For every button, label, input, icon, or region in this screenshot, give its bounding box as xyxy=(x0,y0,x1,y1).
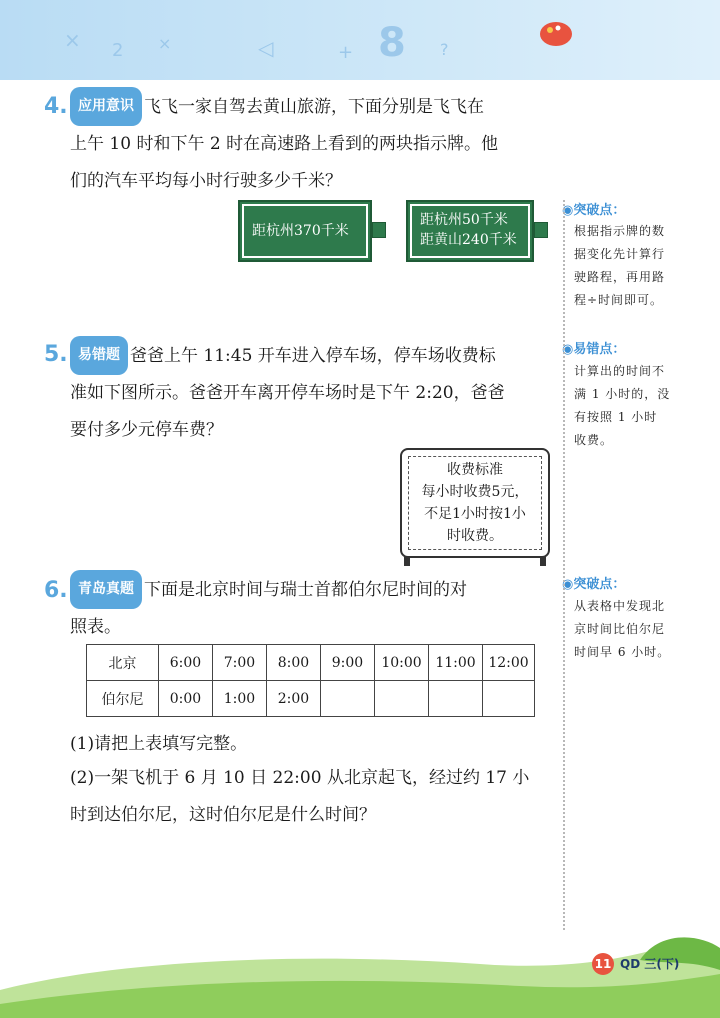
sign-text: 距杭州50千米 xyxy=(420,212,508,228)
table-cell: 2:00 xyxy=(267,681,321,717)
decor-symbol: 2 xyxy=(112,40,124,61)
sub-question-1: (1)请把上表填写完整。 xyxy=(70,734,248,754)
question-line: 要付多少元停车费？ xyxy=(70,420,223,440)
header-band xyxy=(0,0,720,80)
table-cell: 北京 xyxy=(87,645,159,681)
table-cell: 12:00 xyxy=(483,645,535,681)
decor-symbol: 8 xyxy=(378,20,406,66)
decor-symbol: × xyxy=(64,28,81,52)
decor-symbol: + xyxy=(338,42,354,63)
question-line: 准如下图所示。爸爸开车离开停车场时是下午 2:20，爸爸 xyxy=(70,383,505,403)
question-tag: 青岛真题 xyxy=(70,570,142,609)
paint-palette-icon xyxy=(536,16,576,50)
table-cell: 伯尔尼 xyxy=(87,681,159,717)
question-tag: 应用意识 xyxy=(70,87,142,126)
bullet-icon: ◉ xyxy=(562,342,574,357)
answer-cell[interactable] xyxy=(321,681,375,717)
question-number: 6. xyxy=(44,578,68,603)
time-comparison-table xyxy=(86,644,535,717)
question-5-text xyxy=(70,336,560,449)
board-leg xyxy=(540,556,546,566)
sign-text: 距杭州370千米 xyxy=(252,223,349,239)
board-line: 时收费。 xyxy=(447,528,503,544)
decor-symbol: ◁ xyxy=(258,36,274,60)
bullet-icon: ◉ xyxy=(562,577,574,592)
question-line: 上午 10 时和下午 2 时在高速路上看到的两块指示牌。他 xyxy=(70,134,499,154)
board-title: 收费标准 xyxy=(447,462,503,478)
table-cell: 6:00 xyxy=(159,645,213,681)
table-cell: 0:00 xyxy=(159,681,213,717)
margin-divider xyxy=(563,200,565,930)
board-line: 每小时收费5元， xyxy=(421,484,529,500)
question-line: 时到达伯尔尼，这时伯尔尼是什么时间？ xyxy=(70,805,376,825)
sub-question-2 xyxy=(70,760,560,834)
decor-symbol: × xyxy=(158,34,172,53)
table-cell: 10:00 xyxy=(375,645,429,681)
question-line: 们的汽车平均每小时行驶多少千米？ xyxy=(70,171,342,191)
question-line: 爸爸上午 11:45 开车进入停车场，停车场收费标 xyxy=(130,346,496,366)
road-sign xyxy=(238,200,372,262)
sign-post xyxy=(534,222,548,238)
fee-board xyxy=(400,448,550,558)
sign-post xyxy=(372,222,386,238)
question-6-text xyxy=(70,570,560,646)
tip-heading: ◉突破点： xyxy=(562,577,626,592)
question-number: 5. xyxy=(44,342,68,367)
question-line: 飞飞一家自驾去黄山旅游，下面分别是飞飞在 xyxy=(144,97,484,117)
decor-symbol: ? xyxy=(440,40,449,59)
question-line: 下面是北京时间与瑞士首都伯尔尼时间的对 xyxy=(144,580,467,600)
bullet-icon: ◉ xyxy=(562,203,574,218)
tip-heading: ◉易错点： xyxy=(562,342,626,357)
question-tag: 易错题 xyxy=(70,336,128,375)
table-row xyxy=(87,645,535,681)
sign-text: 距黄山240千米 xyxy=(420,232,517,248)
answer-cell[interactable] xyxy=(375,681,429,717)
answer-cell[interactable] xyxy=(429,681,483,717)
grass-footer xyxy=(0,930,720,1018)
board-leg xyxy=(404,556,410,566)
table-cell: 9:00 xyxy=(321,645,375,681)
table-row xyxy=(87,681,535,717)
question-line: (2)一架飞机于 6 月 10 日 22:00 从北京起飞，经过约 17 小 xyxy=(70,768,530,788)
table-cell: 1:00 xyxy=(213,681,267,717)
question-4-text xyxy=(70,87,560,200)
table-cell: 11:00 xyxy=(429,645,483,681)
answer-cell[interactable] xyxy=(483,681,535,717)
book-code: QD 三(下) xyxy=(620,957,680,971)
board-line: 不足1小时按1小 xyxy=(424,506,526,522)
page-number: 11 xyxy=(592,953,614,975)
tip-text: 根据指示牌的数 据变化先计算行 驶路程，再用路 程÷时间即可。 xyxy=(574,224,666,307)
table-cell: 7:00 xyxy=(213,645,267,681)
question-line: 照表。 xyxy=(70,617,121,637)
tip-text: 计算出的时间不 满 1 小时的，没 有按照 1 小时 收费。 xyxy=(574,364,671,447)
question-number: 4. xyxy=(44,94,68,119)
road-sign xyxy=(406,200,534,262)
tip-text: 从表格中发现北 京时间比伯尔尼 时间早 6 小时。 xyxy=(574,599,671,659)
table-cell: 8:00 xyxy=(267,645,321,681)
tip-heading: ◉突破点： xyxy=(562,203,626,218)
